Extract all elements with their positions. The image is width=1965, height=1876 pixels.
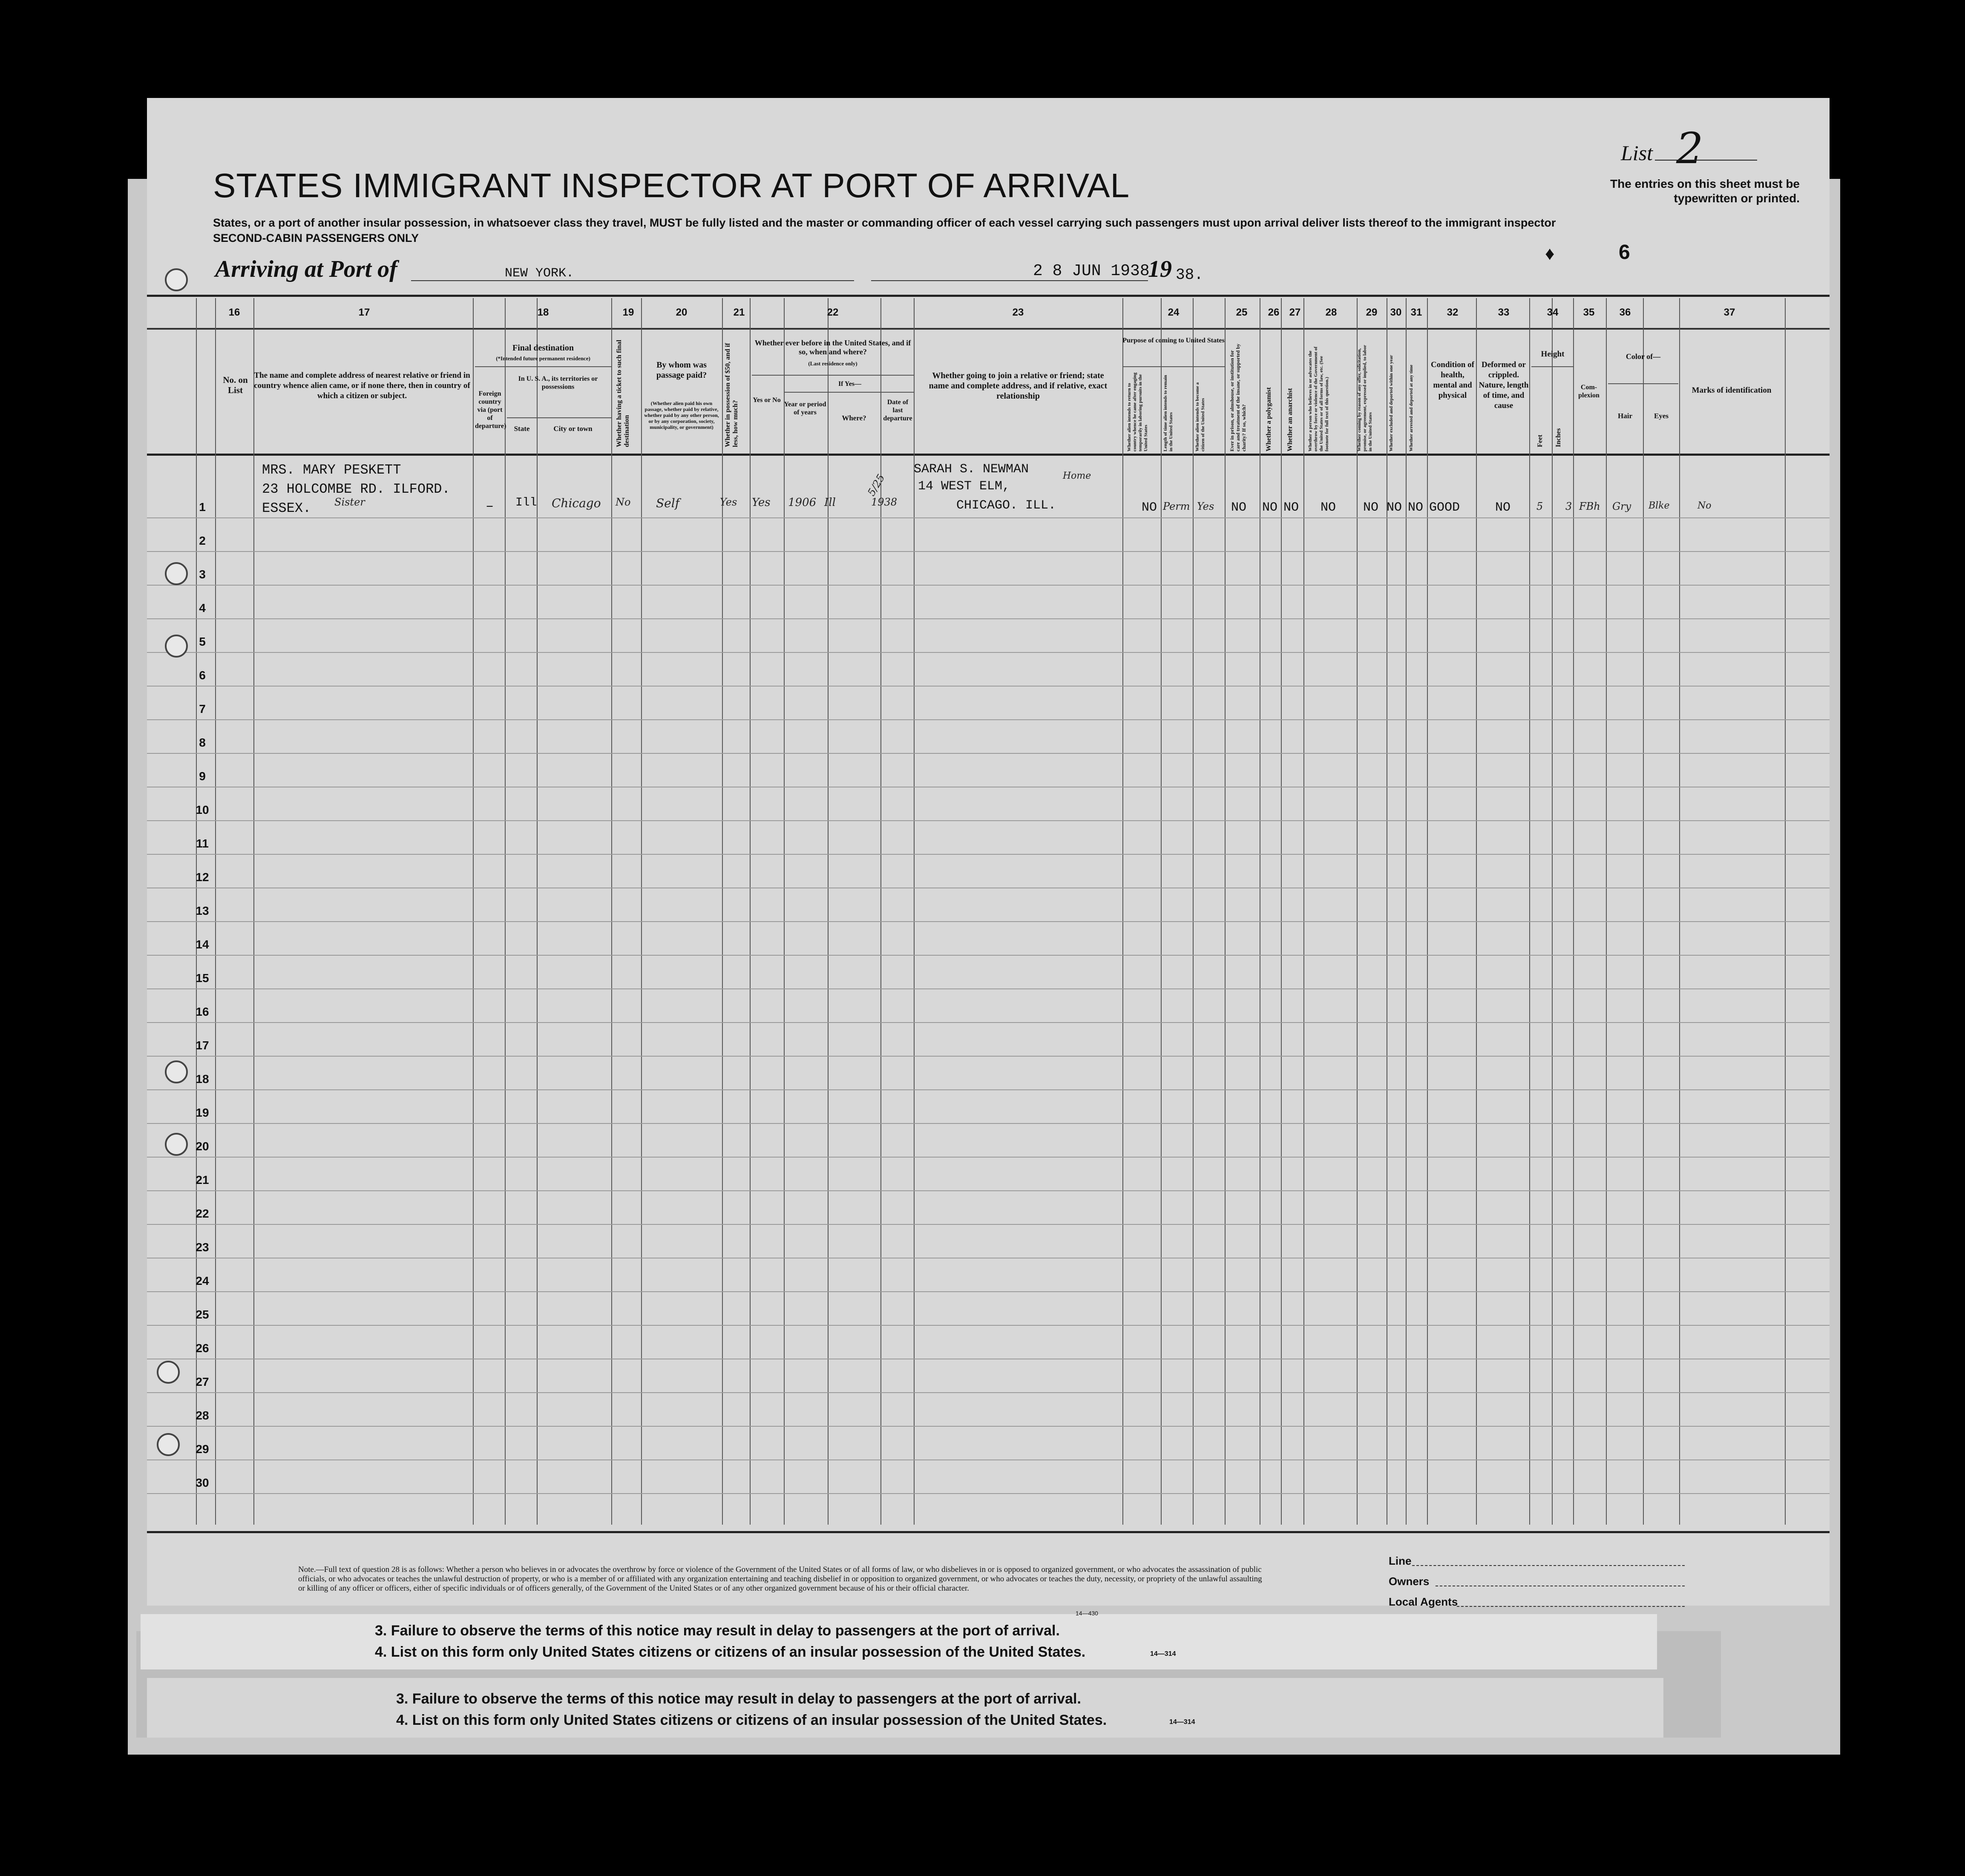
row-rule: [147, 1022, 1830, 1023]
departure-note: 5/25: [865, 472, 887, 498]
column-divider: [611, 298, 612, 1525]
column-divider: [1785, 298, 1786, 1525]
col-num-25: 25: [1236, 307, 1248, 318]
hdr-going-to-join: Whether going to join a relative or friend; state name and complete address, and if relative, exact relationship: [929, 371, 1108, 401]
column-divider: [537, 298, 538, 1525]
column-divider: [914, 298, 915, 1525]
column-divider: [1552, 298, 1553, 1525]
hdr-eyes: Eyes: [1654, 412, 1669, 420]
col-num-29: 29: [1366, 307, 1378, 318]
row-number: 1: [199, 500, 206, 514]
row-number: 7: [199, 702, 206, 715]
hdr-in-usa: In U. S. A., its territories or possessions: [518, 375, 598, 391]
subtitle-line-2: SECOND-CABIN PASSENGERS ONLY: [213, 232, 419, 244]
column-divider: [1193, 298, 1194, 1525]
col-num-18: 18: [537, 307, 549, 318]
relative-line-1: MRS. MARY PESKETT: [262, 462, 401, 478]
local-agents-label: Local Agents: [1389, 1595, 1458, 1608]
binder-hole: [157, 1433, 180, 1456]
subtitle-line-1: States, or a port of another insular possession, in whatsoever class they travel, MUST be fully listed and the master or commanding officer of each vessel carrying such passengers must upon arrival deliver lists thereof to the immigrant inspector: [213, 216, 1556, 229]
departure-value: 1938: [871, 496, 898, 508]
col-num-21: 21: [733, 307, 745, 318]
column-divider: [1679, 298, 1680, 1525]
row-number: 28: [196, 1409, 209, 1422]
ticket-value: No: [616, 496, 631, 508]
marks-value: No: [1697, 500, 1712, 511]
row-number: 17: [196, 1039, 209, 1052]
anarchist-value: NO: [1283, 500, 1299, 515]
row-number: 15: [196, 971, 209, 985]
join-line-1: SARAH S. NEWMAN: [914, 462, 1029, 477]
hdr-passage-paid-sub: (Whether alien paid his own passage, whether paid by relative, whether paid by any other person, or by any corporation, society, municipality, or government): [644, 400, 719, 430]
column-divider: [641, 298, 642, 1525]
col-num-16: 16: [228, 307, 240, 318]
column-divider: [1357, 298, 1358, 1525]
page-title: STATES IMMIGRANT INSPECTOR AT PORT OF ARRIVAL: [213, 167, 1130, 204]
hdr-period: Year or period of years: [784, 401, 826, 416]
rule-color: [1608, 383, 1678, 384]
column-divider: [1427, 298, 1428, 1525]
row-rule: [147, 1426, 1830, 1427]
join-note: Home: [1063, 471, 1091, 481]
slip2-form-number: 14—314: [1169, 1718, 1195, 1726]
row-rule: [147, 1190, 1830, 1191]
join-line-3: CHICAGO. ILL.: [956, 498, 1056, 513]
row-rule: [147, 1224, 1830, 1225]
hdr-if-yes: If Yes—: [838, 380, 862, 388]
line-label: Line: [1389, 1554, 1412, 1567]
inches-value: 3: [1565, 500, 1572, 512]
page-subtitle: [213, 215, 1640, 246]
feet-value: 5: [1536, 500, 1543, 512]
col-num-20: 20: [676, 307, 688, 318]
row-rule: [147, 686, 1830, 687]
column-divider: [1573, 298, 1574, 1525]
row-rule: [147, 988, 1830, 989]
port-value: NEW YORK.: [505, 266, 574, 281]
rule-dest-usa: [507, 417, 611, 418]
hdr-height: Height: [1541, 350, 1565, 359]
row-number: 25: [196, 1308, 209, 1321]
citizen-intent-value: Yes: [1197, 500, 1214, 512]
hdr-purpose-return: Whether alien intends to return to country whence he came after engaging temporarily in laboring pursuits in the United States: [1127, 372, 1148, 451]
rule-if-yes: [784, 392, 914, 393]
row-number: 6: [199, 669, 206, 682]
year-suffix: 38.: [1176, 266, 1203, 284]
footnote-q28: Note.—Full text of question 28 is as follows: Whether a person who believes in or advocates the overthrow by force or violence of the Government of the United States or of all forms of law, or who disbelieves in or is opposed to organized government, or who advocates the assassination of public officials, or who advocates or teaches the unlawful destruction of property, or who is a member of or affiliated with any organization entertaining and teaching disbelief in or opposition to organized government, or who advocates or teaches the duty, necessity, or propriety of the unlawful assaulting or killing of any officer or officers, either of specific individuals or of officers generally, of the Government of the United States or of any other organized government because of his or their official character.: [298, 1565, 1262, 1593]
hdr-ever-before-us: Whether ever before in the United States, and if so, when and where?: [754, 339, 911, 356]
fifty-value: Yes: [720, 496, 737, 508]
hdr-final-destination: Final destination: [512, 343, 574, 353]
hdr-arrested: Whether arrested and deported at any time: [1409, 365, 1414, 451]
col-num-37: 37: [1723, 307, 1735, 318]
prison-value: NO: [1231, 500, 1247, 515]
hdr-hair: Hair: [1618, 412, 1632, 420]
hdr-city: City or town: [553, 425, 593, 433]
arriving-text: Arriving at Port of: [215, 256, 397, 282]
date-stamp: 2 8 JUN 1938: [1033, 262, 1150, 280]
row-number: 26: [196, 1342, 209, 1355]
table-bottom-rule: [147, 1531, 1830, 1533]
row-rule: [147, 854, 1830, 855]
hdr-complexion: Com-plexion: [1578, 384, 1600, 399]
hdr-date-departure: Date of last departure: [883, 399, 912, 422]
col-num-17: 17: [358, 307, 370, 318]
row-rule: [147, 753, 1830, 754]
col-num-32: 32: [1447, 307, 1459, 318]
row-number: 19: [196, 1106, 209, 1119]
binder-hole: [157, 1361, 180, 1384]
row-number: 3: [199, 568, 206, 581]
rule-dest: [475, 366, 611, 367]
row-number: 9: [199, 770, 206, 783]
hdr-health: Condition of health, mental and physical: [1431, 360, 1474, 400]
hdr-anarchist: Whether an anarchist: [1286, 388, 1294, 451]
row-rule: [147, 1493, 1830, 1494]
manifest-sheet: [147, 98, 1830, 1617]
hdr-excluded: Whether excluded and deported within one year: [1389, 355, 1394, 451]
hdr-where: Where?: [842, 414, 866, 422]
column-divider: [784, 298, 785, 1525]
column-divider: [1476, 298, 1477, 1525]
hdr-state: State: [514, 425, 530, 433]
column-divider: [1406, 298, 1407, 1525]
row-rule: [147, 1157, 1830, 1158]
deformed-value: NO: [1495, 500, 1511, 515]
row-number: 14: [196, 938, 209, 951]
column-divider: [1529, 298, 1530, 1525]
line-rule: [1412, 1565, 1685, 1566]
list-number: 2: [1676, 124, 1703, 173]
relative-line-3: ESSEX.: [262, 500, 311, 516]
binder-hole: [165, 562, 188, 585]
binder-hole: [165, 268, 188, 291]
row-number: 4: [199, 601, 206, 615]
row-rule: [147, 1392, 1830, 1393]
row-number: 23: [196, 1241, 209, 1254]
row-rule: [147, 585, 1830, 586]
column-divider: [1606, 298, 1607, 1525]
passage-value: Self: [656, 496, 680, 510]
hdr-color-of: Color of—: [1626, 352, 1661, 361]
hdr-inches: Inches: [1555, 428, 1562, 447]
hdr-polygamist: Whether a polygamist: [1265, 387, 1272, 451]
hdr-marks: Marks of identification: [1692, 386, 1772, 395]
row-number: 18: [196, 1072, 209, 1086]
header-bottom-rule: [147, 454, 1830, 456]
underlying-notice-slip-2: [147, 1678, 1663, 1738]
binder-hole: [165, 1060, 188, 1083]
polygamist-value: NO: [1262, 500, 1278, 515]
return-intent-value: NO: [1142, 500, 1157, 515]
column-divider: [1643, 298, 1644, 1525]
column-divider: [1281, 298, 1282, 1525]
hdr-offer-labor: Whether coming by reason of any offer, solicitation, promise, or agreement, expressed or implied, to labor in the United States: [1357, 345, 1373, 451]
row-rule: [147, 955, 1830, 956]
row-rule: [147, 1291, 1830, 1292]
slip-line4: 4. List on this form only United States citizens or citizens of an insular possession of the United States.: [375, 1644, 1086, 1660]
join-line-2: 14 WEST ELM,: [918, 479, 1010, 494]
col-num-31: 31: [1410, 307, 1422, 318]
health-value: GOOD: [1429, 500, 1460, 515]
row-number: 5: [199, 635, 206, 648]
row-number: 8: [199, 736, 206, 749]
hdr-relative-address: The name and complete address of nearest relative or friend in country whence alien came, or if none there, then in country of which a citizen or subject.: [254, 371, 470, 400]
table-top-rule: [147, 295, 1830, 297]
row-number: 29: [196, 1442, 209, 1456]
sheet-number: 6: [1619, 241, 1630, 264]
list-underline: [1655, 160, 1757, 161]
col-num-23: 23: [1012, 307, 1024, 318]
year-prefix: 19: [1148, 256, 1172, 282]
hdr-foreign-country: Foreign country via (port of departure): [475, 390, 506, 430]
hdr-ticket: Whether having a ticket to such final destination: [616, 339, 630, 447]
offer-value: NO: [1363, 500, 1379, 515]
date-underline: [871, 280, 1148, 281]
hdr-deformed: Deformed or crippled. Nature, length of time, and cause: [1479, 360, 1529, 410]
row-number: 11: [196, 837, 209, 850]
column-divider: [473, 298, 474, 1525]
binder-hole: [165, 635, 188, 658]
row-number: 27: [196, 1375, 209, 1388]
row-rule: [147, 1459, 1830, 1460]
dest-city: Chicago: [552, 496, 601, 510]
row-number: 22: [196, 1207, 209, 1220]
col-num-28: 28: [1325, 307, 1337, 318]
excluded-value: NO: [1387, 500, 1402, 515]
before-us-value: Yes: [752, 496, 771, 509]
period-value: 1906: [788, 496, 817, 509]
where-value: Ill: [824, 496, 836, 509]
column-divider: [828, 298, 829, 1525]
list-label: List: [1621, 141, 1653, 165]
row-number: 16: [196, 1005, 209, 1018]
column-number-rule: [147, 328, 1830, 330]
port-underline: [411, 280, 854, 281]
column-divider: [722, 298, 723, 1525]
row-rule: [147, 820, 1830, 821]
row-number: 10: [196, 803, 209, 816]
hdr-purpose: Purpose of coming to United States: [1122, 337, 1225, 344]
hdr-final-destination-sub: (*Intended future permanent residence): [496, 355, 590, 362]
hdr-ever-before-sub: (Last residence only): [808, 360, 857, 367]
relative-line-2: 23 HOLCOMBE RD. ILFORD.: [262, 481, 450, 497]
col-num-19: 19: [622, 307, 634, 318]
row-rule: [147, 1123, 1830, 1124]
row-rule: [147, 618, 1830, 619]
slip-line3: 3. Failure to observe the terms of this notice may result in delay to passengers at the port of arrival.: [375, 1623, 1060, 1639]
row-rule: [147, 1056, 1830, 1057]
row-rule: [147, 1089, 1830, 1090]
hdr-no-on-list: No. on List: [223, 375, 248, 395]
length-stay-value: Perm: [1163, 500, 1190, 512]
col-num-26: 26: [1268, 307, 1280, 318]
column-divider: [505, 298, 506, 1525]
row-rule: [147, 1325, 1830, 1326]
row-rule: [147, 719, 1830, 720]
underlying-notice-slip: [141, 1614, 1657, 1669]
row-number: 12: [196, 870, 209, 884]
hdr-purpose-citizen: Whether alien intends to become a citizen of the United States: [1195, 382, 1205, 451]
column-divider: [750, 298, 751, 1525]
deported-value: NO: [1408, 500, 1424, 515]
row-number: 13: [196, 904, 209, 917]
hdr-yes-or-no: Yes or No: [753, 396, 781, 404]
column-divider: [1161, 298, 1162, 1525]
column-divider: [253, 298, 254, 1525]
row-number: 24: [196, 1274, 209, 1287]
column-divider: [1122, 298, 1123, 1525]
foreign-country: –: [486, 498, 494, 514]
col-num-35: 35: [1583, 307, 1595, 318]
rule-purpose: [1122, 366, 1225, 367]
col-num-34: 34: [1547, 307, 1559, 318]
column-divider: [1303, 298, 1304, 1525]
slip-form-number: 14—314: [1150, 1650, 1176, 1658]
row-number: 2: [199, 534, 206, 547]
sheet-mark: ♦: [1545, 243, 1555, 264]
hdr-fifty-dollars: Whether in possession of $50, and if less, how much?: [724, 343, 739, 447]
slip2-line3: 3. Failure to observe the terms of this notice may result in delay to passengers at the port of arrival.: [396, 1691, 1081, 1707]
col-num-22: 22: [827, 307, 839, 318]
binder-hole: [165, 1133, 188, 1156]
hair-value: Gry: [1612, 500, 1631, 512]
overthrow-value: NO: [1321, 500, 1336, 515]
column-divider: [1225, 298, 1226, 1525]
col-num-33: 33: [1498, 307, 1510, 318]
arriving-label: [215, 256, 397, 283]
hdr-passage-paid: By whom was passage paid?: [656, 360, 707, 380]
col-num-36: 36: [1619, 307, 1631, 318]
slip2-line4: 4. List on this form only United States citizens or citizens of an insular possession of the United States.: [396, 1712, 1107, 1728]
row-number: 20: [196, 1140, 209, 1153]
local-agents-rule: [1457, 1606, 1685, 1607]
hdr-prison: Ever in prison, or almshouse, or institution for care and treatment of the insane, or supported by charity? If so, which?: [1229, 344, 1247, 451]
rule-before: [752, 375, 914, 376]
eyes-value: Blke: [1649, 500, 1670, 511]
col-num-30: 30: [1390, 307, 1402, 318]
dest-state: Ill: [515, 496, 537, 509]
complexion-value: FBh: [1579, 500, 1600, 512]
hdr-feet: Feet: [1536, 434, 1544, 447]
row-rule: [147, 921, 1830, 922]
col-num-27: 27: [1289, 307, 1301, 318]
row-rule: [147, 517, 1830, 518]
owners-label: Owners: [1389, 1575, 1430, 1588]
hdr-purpose-length: Length of time alien intends to remain in the United States: [1163, 375, 1174, 451]
rule-height: [1531, 366, 1574, 367]
col-num-24: 24: [1168, 307, 1180, 318]
hdr-overthrow: Whether a person who believes in or advocates the overthrow by force or violence of the Government of the United States or of all forms of law, etc. (See footnote for full text of this question.): [1308, 346, 1329, 451]
typewritten-notice: The entries on this sheet must be typewritten or printed.: [1610, 177, 1800, 205]
row-number: 21: [196, 1173, 209, 1187]
row-rule: [147, 551, 1830, 552]
row-rule: [147, 652, 1830, 653]
form-number: 14—430: [1076, 1610, 1098, 1617]
row-number: 30: [196, 1476, 209, 1489]
relationship: Sister: [334, 496, 365, 508]
